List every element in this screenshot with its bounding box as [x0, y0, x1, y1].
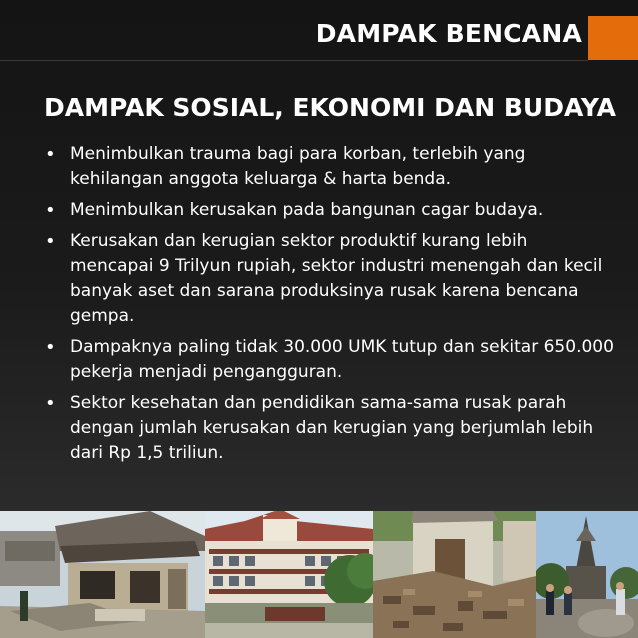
- damaged-temple-photo: [536, 511, 638, 638]
- bullet-icon: •: [45, 337, 56, 358]
- accent-block: [588, 16, 638, 60]
- bullet-icon: •: [45, 393, 56, 414]
- bullet-icon: •: [45, 144, 56, 165]
- bullet-item: [44, 391, 614, 466]
- bullet-item: [44, 198, 614, 223]
- bullet-item: [44, 142, 614, 192]
- bullet-text: Sektor kesehatan dan pendidikan sama-sama rusak parah dengan jumlah kerusakan dan kerugian yang berjumlah lebih dari Rp 1,5 triliun.: [70, 393, 594, 463]
- bullet-text: Kerusakan dan kerugian sektor produktif kurang lebih mencapai 9 Trilyun rupiah, sektor industri menengah dan kecil banyak aset dan sarana produksinya rusak karena bencana gempa.: [70, 231, 603, 326]
- header-divider: [0, 60, 588, 61]
- damaged-university-building-photo: [205, 511, 373, 638]
- bullet-list: [44, 142, 614, 472]
- bullet-icon: •: [45, 231, 56, 252]
- bullet-text: Menimbulkan trauma bagi para korban, terlebih yang kehilangan anggota keluarga & harta benda.: [70, 144, 526, 189]
- photo-strip: [0, 511, 638, 638]
- slide-header-title: DAMPAK BENCANA: [315, 19, 582, 48]
- destroyed-house-rubble-photo: [373, 511, 536, 638]
- bullet-text: Menimbulkan kerusakan pada bangunan cagar budaya.: [70, 200, 544, 220]
- bullet-icon: •: [45, 200, 56, 221]
- collapsed-house-photo: [0, 511, 205, 638]
- bullet-item: [44, 335, 614, 385]
- bullet-item: [44, 229, 614, 329]
- section-title: DAMPAK SOSIAL, EKONOMI DAN BUDAYA: [44, 93, 616, 122]
- bullet-text: Dampaknya paling tidak 30.000 UMK tutup dan sekitar 650.000 pekerja menjadi pengangguran.: [70, 337, 614, 382]
